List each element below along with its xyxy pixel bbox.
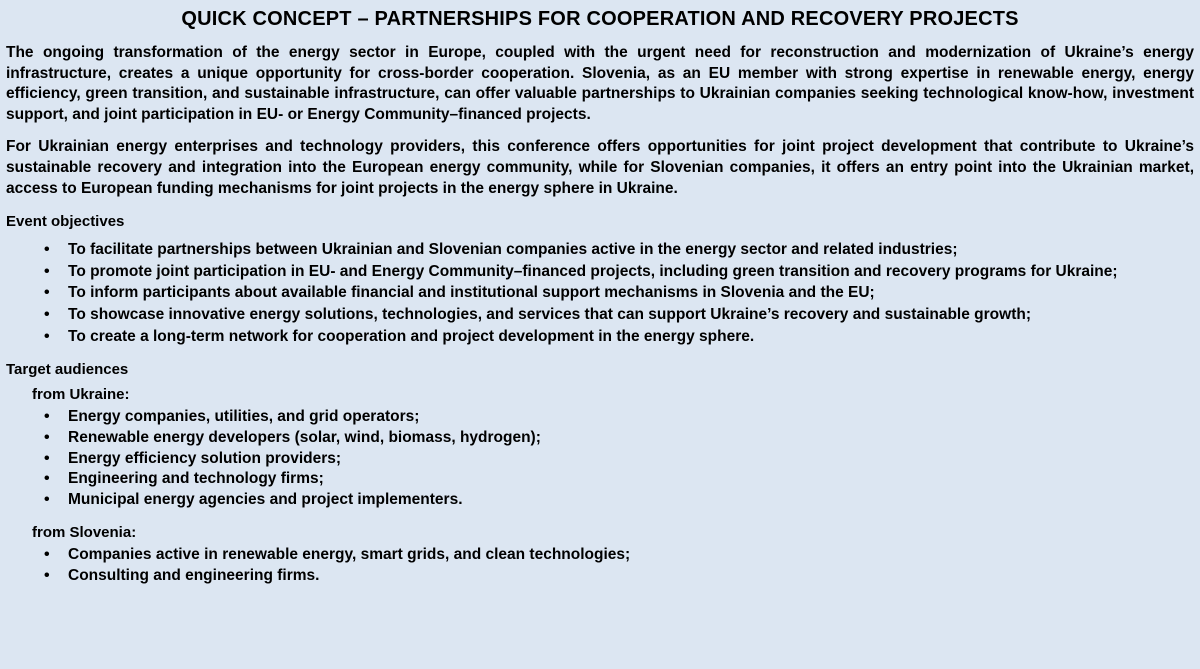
list-item: • To inform participants about available financial and institutional support mechanisms in Slovenia and the EU;: [6, 283, 1194, 304]
event-objectives-list: [6, 240, 1194, 347]
audience-group-label-slovenia: from Slovenia:: [32, 524, 137, 542]
event-objectives-heading: Event objectives: [6, 213, 125, 231]
intro-paragraph-1: The ongoing transformation of the energy sector in Europe, coupled with the urgent need for reconstruction and modernization of Ukraine’s energy infrastructure, creates a unique opportunity for cross-border cooperation. Slovenia, as an EU member with strong expertise in renewable energy, energy efficiency, green transition, and sustainable infrastructure, can offer valuable partnerships to Ukrainian companies seeking technological know-how, investment support, and joint participation in EU- or Energy Community–financed projects.: [6, 44, 1194, 123]
list-item: • Engineering and technology firms;: [6, 469, 1194, 490]
target-audiences-heading: Target audiences: [6, 361, 129, 379]
list-item: • Companies active in renewable energy, smart grids, and clean technologies;: [6, 545, 1194, 566]
list-item: • Renewable energy developers (solar, wind, biomass, hydrogen);: [6, 428, 1194, 449]
intro-paragraph-2: For Ukrainian energy enterprises and technology providers, this conference offers opportunities for joint project development that contribute to Ukraine’s sustainable recovery and integration into the European energy community, while for Slovenian companies, it offers an entry point into the Ukrainian market, access to European funding mechanisms for joint projects in the energy sphere in Ukraine.: [6, 138, 1194, 197]
list-item: • Energy efficiency solution providers;: [6, 449, 1194, 470]
audience-list-slovenia: [6, 545, 1194, 586]
audience-group-label-ukraine: from Ukraine:: [32, 386, 130, 404]
audience-list-ukraine: [6, 407, 1194, 510]
list-item: • Consulting and engineering firms.: [6, 566, 1194, 587]
list-item: • To promote joint participation in EU- and Energy Community–financed projects, including green transition and recovery programs for Ukraine;: [6, 262, 1194, 283]
list-item: • To showcase innovative energy solutions, technologies, and services that can support Ukraine’s recovery and sustainable growth;: [6, 305, 1194, 326]
list-item: • To create a long-term network for cooperation and project development in the energy sphere.: [6, 327, 1194, 348]
list-item: • To facilitate partnerships between Ukrainian and Slovenian companies active in the energy sector and related industries;: [6, 240, 1194, 261]
page-title: QUICK CONCEPT – PARTNERSHIPS FOR COOPERATION AND RECOVERY PROJECTS: [181, 8, 1019, 30]
list-item: • Energy companies, utilities, and grid operators;: [6, 407, 1194, 428]
list-item: • Municipal energy agencies and project implementers.: [6, 490, 1194, 511]
